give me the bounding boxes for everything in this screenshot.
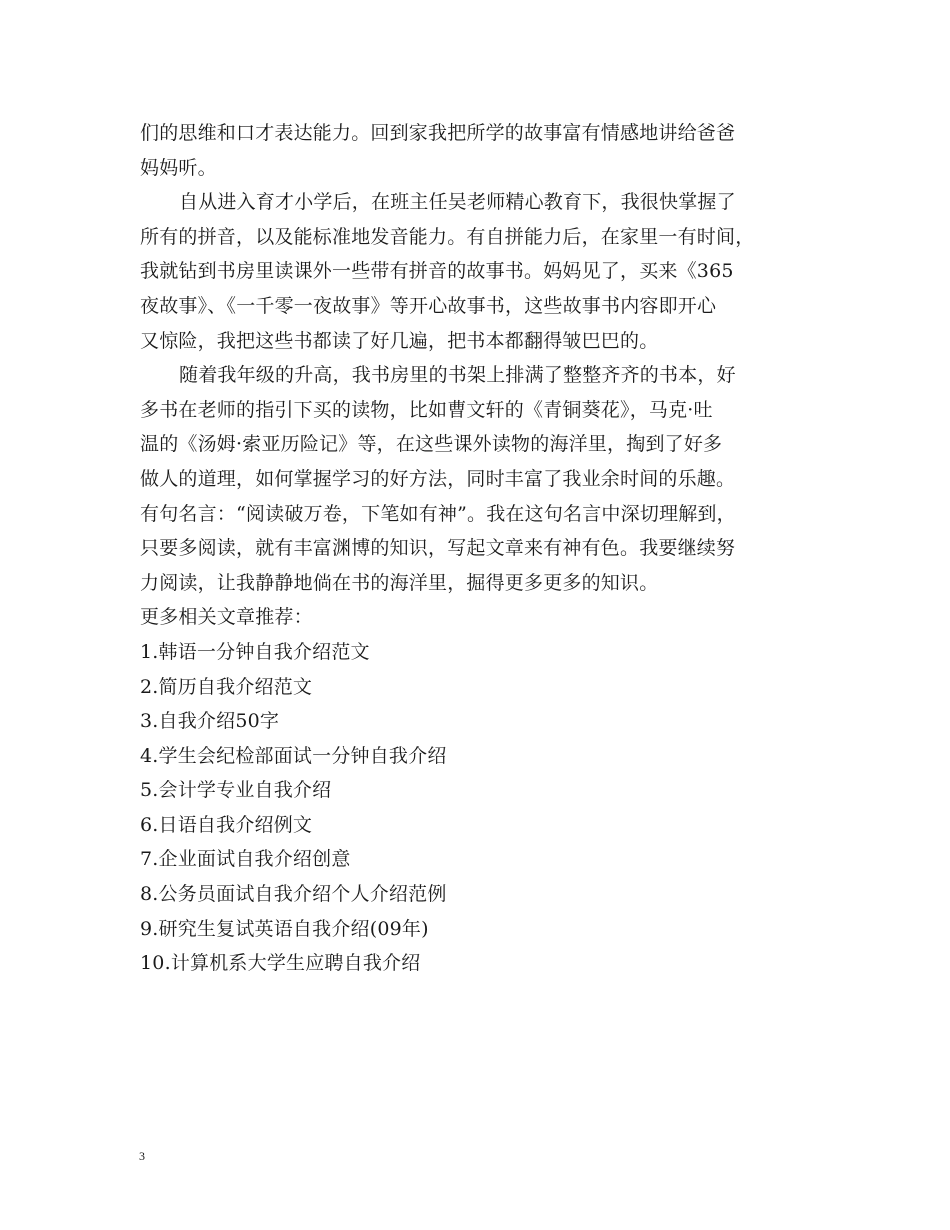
paragraph-line: 多书在老师的指引下买的读物，比如曹文轩的《青铜葵花》，马克·吐: [140, 398, 713, 421]
paragraph-line: 自从进入育才小学后，在班主任吴老师精心教育下，我很快掌握了: [179, 191, 736, 214]
related-article-link[interactable]: 1.韩语一分钟自我介绍范文: [140, 640, 370, 663]
related-article-link[interactable]: 9.研究生复试英语自我介绍(09年): [140, 917, 429, 940]
document-page: [140, 116, 820, 981]
paragraph: [140, 116, 820, 185]
related-article-link[interactable]: 5.会计学专业自我介绍: [140, 779, 332, 802]
related-list: [140, 635, 820, 981]
paragraph-line: 妈妈听。: [140, 156, 217, 179]
related-article-link[interactable]: 3.自我介绍50字: [140, 710, 280, 733]
paragraph-line: 只要多阅读，就有丰富渊博的知识，写起文章来有神有色。我要继续努: [140, 537, 736, 560]
article-body: [140, 116, 820, 600]
related-article-link[interactable]: 2.简历自我介绍范文: [140, 675, 313, 698]
paragraph-line: 我就钻到书房里读课外一些带有拼音的故事书。妈妈见了，买来《365: [140, 260, 734, 283]
related-article-link[interactable]: 10.计算机系大学生应聘自我介绍: [140, 952, 421, 975]
paragraph-line: 做人的道理，如何掌握学习的好方法，同时丰富了我业余时间的乐趣。: [140, 467, 736, 490]
paragraph-line: 温的《汤姆·索亚历险记》等，在这些课外读物的海洋里，掏到了好多: [140, 433, 723, 456]
paragraph-line: 力阅读，让我静静地倘在书的海洋里，掘得更多更多的知识。: [140, 571, 659, 594]
page-number: 3: [139, 1149, 145, 1163]
paragraph-line: 有句名言：“阅读破万卷，下笔如有神”。我在这句名言中深切理解到，: [140, 502, 736, 525]
related-article-link[interactable]: 7.企业面试自我介绍创意: [140, 848, 351, 871]
paragraph-line: 又惊险，我把这些书都读了好几遍，把书本都翻得皱巴巴的。: [140, 329, 659, 352]
paragraph-line: 随着我年级的升高，我书房里的书架上排满了整整齐齐的书本，好: [179, 364, 736, 387]
related-articles: [140, 600, 820, 981]
paragraph-line: 所有的拼音，以及能标准地发音能力。有自拼能力后，在家里一有时间，: [140, 225, 755, 248]
related-article-link[interactable]: 6.日语自我介绍例文: [140, 813, 313, 836]
related-article-link[interactable]: 8.公务员面试自我介绍个人介绍范例: [140, 883, 447, 906]
paragraph: [140, 358, 820, 600]
related-article-link[interactable]: 4.学生会纪检部面试一分钟自我介绍: [140, 744, 447, 767]
paragraph-line: 夜故事》、《一千零一夜故事》等开心故事书，这些故事书内容即开心: [140, 294, 717, 317]
related-heading: 更多相关文章推荐：: [140, 606, 313, 629]
paragraph: [140, 185, 820, 358]
paragraph-line: 们的思维和口才表达能力。回到家我把所学的故事富有情感地讲给爸爸: [140, 122, 736, 144]
